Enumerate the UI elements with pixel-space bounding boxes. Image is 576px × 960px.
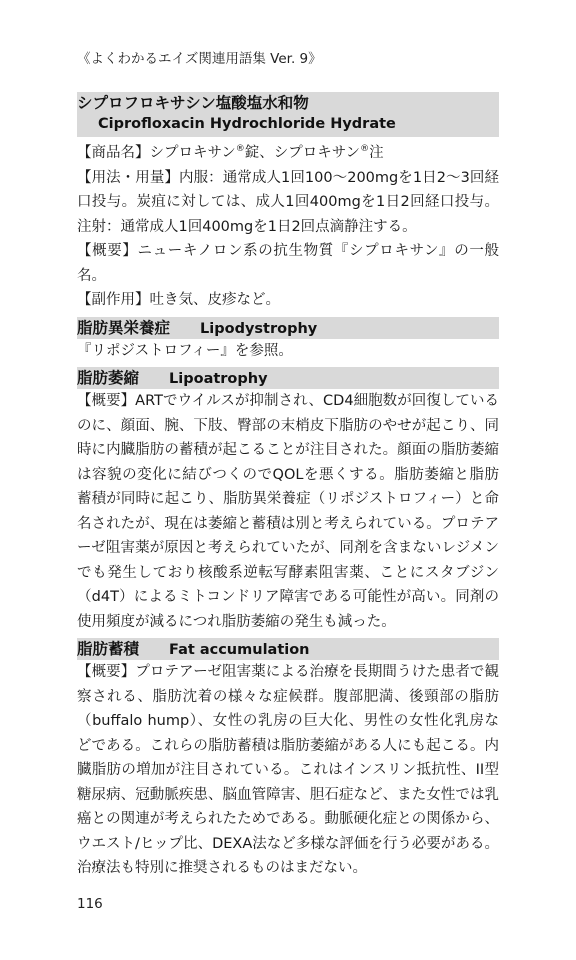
entry-title-en: Lipoatrophy — [169, 371, 268, 387]
entry-overview: 【概要】ニューキノロン系の抗生物質『シプロキサン』の一般名。 — [77, 243, 499, 284]
entry-heading-ciprofloxacin — [77, 92, 499, 137]
entry-body: 『リポジストロフィー』を参照。 — [77, 342, 293, 359]
entry-heading-fat-accumulation — [77, 638, 499, 660]
entry-usage: 【用法・用量】内服：通常成人1回100〜200mgを1日2〜3回経口投与。炭疽に対しては、成人1回400mgを1日2回経口投与。注射：通常成人1回400mgを1日2回点滴静注する。 — [77, 169, 499, 235]
entry-body: 【概要】プロテアーゼ阻害薬による治療を長期間うけた患者で観察される、脂肪沈着の様々な症候群。腹部肥満、後頸部の脂肪（buffalo hump）、女性の乳房の巨大化、男性の女性化乳房などである。これらの脂肪蓄積は脂肪萎縮がある人にも起こる。内臓脂肪の増加が注目されている。これはインスリン抵抗性、II型糖尿病、冠動脈疾患、脳血管障害、胆石症など、また女性では乳癌との関連が考えられたためである。動脈硬化症との関係から、ウエスト/ヒップ比、DEXA法など多様な評価を行う必要がある。治療法も特別に推奨されるものはまだない。 — [77, 664, 499, 876]
running-header: 《よくわかるエイズ関連用語集 Ver. 9》 — [77, 51, 322, 67]
entry-title-ja: 脂肪蓄積 — [77, 640, 140, 658]
entry-body: 【概要】ARTでウイルスが抑制され、CD4細胞数が回復しているのに、顔面、腕、下肢、臀部の末梢皮下脂肪のやせが起こり、同時に内臓脂肪の蓄積が起こることが注目された。顔面の脂肪萎縮は容貌の変化に結びつくのでQOLを悪くする。脂肪萎縮と脂肪蓄積が同時に起こり、脂肪異栄養症（リポジストロフィー）と命名されたが、現在は萎縮と蓄積は別と考えられている。プロテアーゼ阻害薬が原因と考えられていたが、同剤を含まないレジメンでも発生しており核酸系逆転写酵素阻害薬、ことにスタブジン（d4T）によるミトコンドリア障害である可能性が高い。同剤の使用頻度が減るにつれ脂肪萎縮の発生も減った。 — [77, 393, 499, 630]
entry-title-ja: シプロフロキサシン塩酸塩水和物 — [77, 94, 309, 112]
entry-title-en: Lipodystrophy — [200, 320, 318, 337]
page-number: 116 — [77, 896, 103, 912]
entry-title-en: Fat accumulation — [169, 642, 310, 658]
entry-title-ja: 脂肪萎縮 — [77, 369, 140, 387]
entry-heading-lipodystrophy — [77, 317, 499, 339]
entry-product-names: 【商品名】シプロキサン®錠、シプロキサン®注 — [77, 144, 384, 161]
glossary-content — [77, 92, 499, 881]
entry-title-ja: 脂肪異栄養症 — [77, 318, 171, 337]
entry-side-effects: 【副作用】吐き気、皮疹など。 — [77, 292, 280, 308]
entry-heading-lipoatrophy — [77, 367, 499, 389]
entry-title-en: Ciprofloxacin Hydrochloride Hydrate — [98, 116, 396, 132]
